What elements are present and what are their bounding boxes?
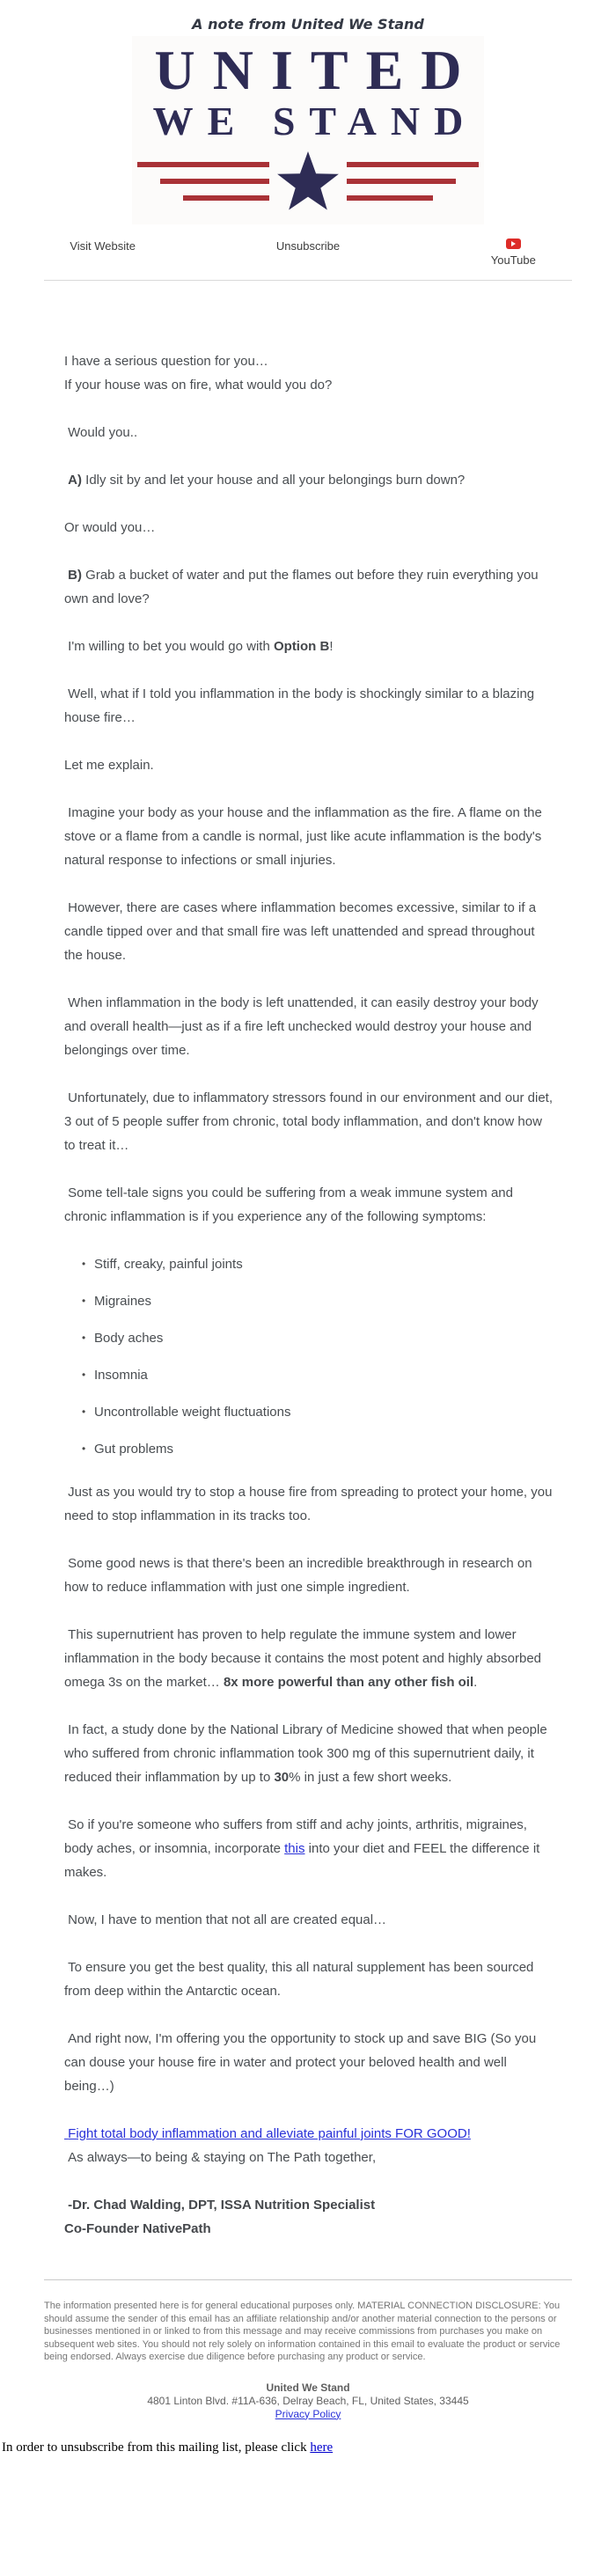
- text: into your diet and FEEL the difference it makes.: [64, 1841, 544, 1880]
- text: I'm willing to bet you would go with: [64, 639, 274, 654]
- youtube-icon[interactable]: [506, 239, 521, 249]
- bold-text: B): [68, 568, 82, 583]
- article: [0, 281, 616, 2241]
- paragraph: [64, 1908, 554, 1932]
- text: In fact, a study done by the National Library of Medicine showed that when people who suffered from chronic inflammation took 300 mg of this supernutrient daily, it reduced their inflammation by up to: [64, 1722, 551, 1785]
- list-item: • Body aches: [82, 1326, 554, 1350]
- logo-text-united: UNITED: [154, 39, 480, 101]
- text: To ensure you get the best quality, this all natural supplement has been sourced from deep within the Antarctic ocean.: [64, 1960, 538, 1999]
- text: Idly sit by and let your house and all your belongings burn down?: [82, 473, 466, 488]
- list-item: • Migraines: [82, 1289, 554, 1313]
- paragraph: [64, 1718, 554, 1789]
- disclaimer-text: The information presented here is for general educational purposes only. MATERIAL CONNECTION DISCLOSURE: You should assume the sender of this email has an affiliate relationship and/or another material connection to the persons or businesses mentioned in or linked to from this message and may receive commissions from purchases you make on subsequent web sites. You should not rely solely on information contained in this email to evaluate the product or service being endorsed. Always exercise due diligence before purchasing any product or service.: [44, 2301, 561, 2362]
- logo-emblem: [132, 150, 484, 212]
- stripe: [347, 195, 433, 201]
- stripe: [347, 179, 456, 184]
- youtube-link[interactable]: YouTube: [490, 253, 536, 267]
- paragraph: [64, 896, 554, 967]
- list-item: • Gut problems: [82, 1437, 554, 1461]
- text: Some good news is that there's been an incredible breakthrough in research on how to reduce inflammation with just one simple ingredient.: [64, 1556, 536, 1595]
- text: Grab a bucket of water and put the flames out before they ruin everything you own and love?: [64, 568, 542, 606]
- list-item: • Insomnia: [82, 1363, 554, 1387]
- header-nav: [0, 239, 616, 268]
- paragraph: [64, 421, 554, 444]
- paragraph: [64, 1956, 554, 2003]
- paragraph: [64, 1086, 557, 1157]
- bottom-unsubscribe-line: [2, 2440, 614, 2455]
- logo-image: [132, 36, 484, 224]
- text: If your house was on fire, what would you do?: [64, 378, 333, 393]
- paragraph: [64, 516, 554, 539]
- this-link[interactable]: this: [284, 1841, 305, 1856]
- header-note: A note from United We Stand: [192, 16, 424, 33]
- text: As always—to being & staying on The Path together,: [64, 2150, 377, 2165]
- nav-cell-youtube: [411, 239, 616, 268]
- text: This supernutrient has proven to help regulate the immune system and lower inflammation in the body because it contains the most potent and highly absorbed omega 3s on the market…: [64, 1627, 546, 1690]
- text: Some tell-tale signs you could be suffering from a weak immune system and chronic inflammation is if you experience any of the following symptoms:: [64, 1185, 517, 1224]
- bold-text: 30: [274, 1770, 290, 1785]
- bottom-unsubscribe-text: In order to unsubscribe from this mailing list, please click: [2, 2440, 311, 2455]
- paragraph: [64, 801, 554, 872]
- paragraph: [64, 2027, 554, 2098]
- footer-address-block: [0, 2382, 616, 2421]
- paragraph: [64, 1623, 554, 1694]
- text: Just as you would try to stop a house fire from spreading to protect your home, you need to stop inflammation in its tracks too.: [64, 1485, 556, 1523]
- nav-cell-unsubscribe: [205, 239, 410, 268]
- text: However, there are cases where inflammation becomes excessive, similar to if a candle tipped over and that small fire was left unattended and spread throughout the house.: [64, 900, 540, 963]
- bold-text: Option B: [273, 639, 330, 654]
- text: And right now, I'm offering you the opportunity to stock up and save BIG (So you can douse your house fire in water and protect your beloved health and well being…): [64, 2031, 540, 2094]
- stripe: [137, 162, 269, 167]
- paragraph: [64, 1813, 554, 1884]
- text: Would you..: [64, 425, 138, 440]
- paragraph: [64, 1480, 554, 1528]
- paragraph: [64, 349, 554, 397]
- text: When inflammation in the body is left unattended, it can easily destroy your body and overall health—just as if a fire left unchecked would destroy your house and belongings over time.: [64, 995, 542, 1058]
- paragraph: [64, 991, 554, 1062]
- paragraph: [64, 635, 554, 658]
- footer-divider: [44, 2279, 572, 2280]
- text: % in just a few short weeks.: [289, 1770, 452, 1785]
- paragraph: [64, 468, 554, 492]
- logo-text-we-stand: WE STAND: [152, 99, 478, 143]
- text: Or would you…: [64, 520, 156, 535]
- text: Let me explain.: [64, 758, 154, 773]
- paragraph: [64, 682, 554, 730]
- signature: [64, 2193, 554, 2241]
- text: .: [473, 1675, 478, 1690]
- right-stripes: [347, 162, 484, 201]
- stripe: [183, 195, 269, 201]
- paragraph: [64, 2122, 554, 2169]
- stripe: [347, 162, 479, 167]
- text: I have a serious question for you…: [64, 354, 268, 369]
- visit-website-link[interactable]: Visit Website: [70, 239, 136, 253]
- text: Now, I have to mention that not all are created equal…: [64, 1912, 387, 1927]
- list-item: • Stiff, creaky, painful joints: [82, 1252, 554, 1276]
- stripe: [160, 179, 269, 184]
- text: !: [329, 639, 334, 654]
- bold-text: -Dr. Chad Walding, DPT, ISSA Nutrition Specialist: [64, 2198, 376, 2213]
- bottom-unsubscribe-here-link[interactable]: here: [310, 2440, 334, 2455]
- star-icon: [276, 150, 340, 212]
- bold-text: Co-Founder NativePath: [64, 2221, 211, 2236]
- paragraph: [64, 563, 554, 611]
- text: Unfortunately, due to inflammatory stressors found in our environment and our diet, 3 out of 5 people suffer from chronic, total body inflammation, and don't know how to treat it…: [64, 1090, 557, 1153]
- cta-link[interactable]: Fight total body inflammation and alleviate painful joints FOR GOOD!: [64, 2126, 471, 2141]
- paragraph: [64, 753, 554, 777]
- left-stripes: [132, 162, 269, 201]
- text: So if you're someone who suffers from stiff and achy joints, arthritis, migraines, body aches, or insomnia, incorporate: [64, 1817, 532, 1856]
- footer-address: 4801 Linton Blvd. #11A-636, Delray Beach, FL, United States, 33445: [147, 2394, 469, 2407]
- list-item: • Uncontrollable weight fluctuations: [82, 1400, 554, 1424]
- paragraph: [64, 1181, 554, 1229]
- footer-org-name: United We Stand: [266, 2381, 350, 2394]
- symptom-list: [64, 1252, 554, 1461]
- bold-text: 8x more powerful than any other fish oil: [223, 1675, 474, 1690]
- text: Well, what if I told you inflammation in the body is shockingly similar to a blazing house fire…: [64, 686, 539, 725]
- unsubscribe-link[interactable]: Unsubscribe: [275, 239, 341, 253]
- paragraph: [64, 1552, 554, 1599]
- nav-cell-visit-website: [0, 239, 205, 268]
- privacy-policy-link[interactable]: Privacy Policy: [275, 2407, 341, 2420]
- text: Imagine your body as your house and the inflammation as the fire. A flame on the stove or a flame from a candle is normal, just like acute inflammation is the body's natural response to infections or small injuries.: [64, 805, 546, 868]
- bold-text: A): [68, 473, 82, 488]
